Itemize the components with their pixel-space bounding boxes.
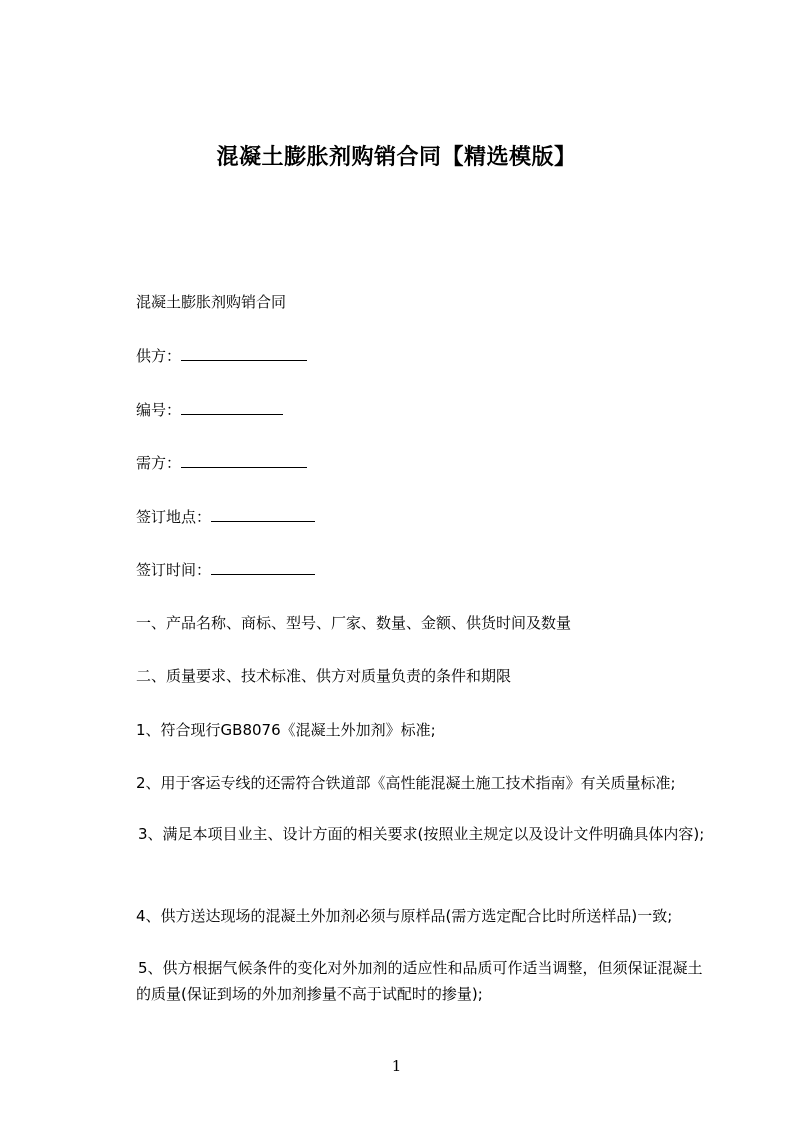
field-supplier-label: 供方： xyxy=(136,347,182,365)
item-3: 3、满足本项目业主、设计方面的相关要求(按照业主规定以及设计文件明确具体内容); xyxy=(138,825,705,843)
field-number-blank xyxy=(181,399,283,415)
field-sign-place-blank xyxy=(211,506,315,522)
field-supplier xyxy=(136,345,307,366)
field-sign-time-blank xyxy=(211,559,315,575)
field-sign-time xyxy=(136,559,315,580)
field-sign-place-label: 签订地点： xyxy=(136,508,212,526)
page-number: 1 xyxy=(391,1057,402,1075)
field-sign-time-label: 签订时间： xyxy=(136,561,212,579)
item-1: 1、符合现行GB8076《混凝土外加剂》标准; xyxy=(136,721,436,739)
section-heading-2: 二、质量要求、技术标准、供方对质量负责的条件和期限 xyxy=(136,667,512,685)
field-buyer xyxy=(136,452,307,473)
document-title: 混凝土膨胀剂购销合同【精选模版】 xyxy=(216,145,577,170)
item-5: 5、供方根据气候条件的变化对外加剂的适应性和品质可作适当调整，但须保证混凝土的质量(保证到场的外加剂掺量不高于试配时的掺量); xyxy=(136,959,703,1003)
contract-subtitle: 混凝土膨胀剂购销合同 xyxy=(136,293,287,311)
item-4: 4、供方送达现场的混凝土外加剂必须与原样品(需方选定配合比时所送样品)一致; xyxy=(136,907,673,925)
item-2: 2、用于客运专线的还需符合铁道部《高性能混凝土施工技术指南》有关质量标准; xyxy=(136,774,676,792)
field-number-label: 编号： xyxy=(136,401,182,419)
field-buyer-label: 需方： xyxy=(136,454,182,472)
section-heading-1: 一、产品名称、商标、型号、厂家、数量、金额、供货时间及数量 xyxy=(136,614,572,632)
field-buyer-blank xyxy=(181,452,307,468)
field-number xyxy=(136,399,283,420)
field-supplier-blank xyxy=(181,345,307,361)
field-sign-place xyxy=(136,506,315,527)
